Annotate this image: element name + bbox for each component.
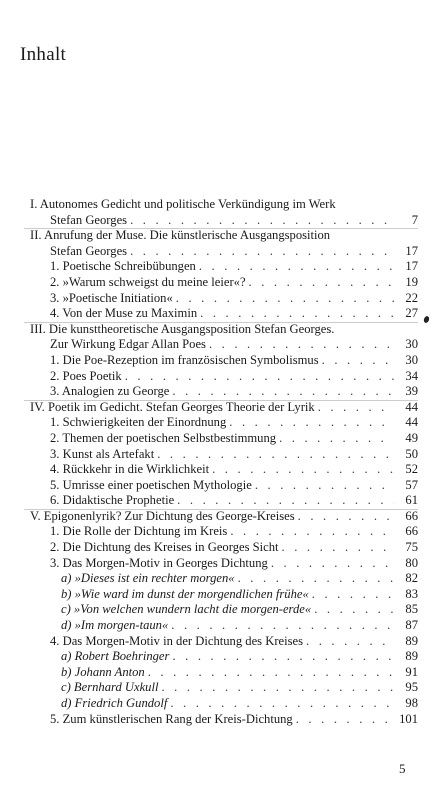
toc-entry — [0, 275, 439, 291]
dot-leader — [171, 618, 394, 634]
toc-entry-page: 19 — [405, 274, 418, 289]
toc-entry — [0, 493, 439, 509]
dot-leader — [322, 353, 394, 369]
toc-entry-page: 44 — [405, 399, 418, 414]
toc-entry — [0, 571, 439, 587]
toc-entry — [0, 431, 439, 447]
toc-entry-title: 4. Von der Muse zu Maximin — [50, 306, 198, 321]
dot-leader — [255, 478, 394, 494]
toc-entry — [0, 462, 439, 478]
toc-entry-page: 82 — [405, 571, 418, 586]
toc-entry-page: 22 — [405, 290, 418, 305]
toc-entry — [0, 322, 439, 338]
toc-entry — [0, 587, 439, 603]
toc-entry — [0, 213, 439, 229]
toc-entry-page: 34 — [405, 368, 418, 383]
dot-leader — [125, 369, 394, 385]
toc-entry-page: 61 — [405, 493, 418, 508]
toc-entry — [0, 244, 439, 260]
section-divider — [24, 400, 418, 401]
toc-entry — [0, 353, 439, 369]
toc-entry — [0, 509, 439, 525]
dot-leader — [130, 213, 394, 229]
toc-entry-title: 3. Kunst als Artefakt — [50, 446, 155, 461]
dot-leader — [318, 400, 394, 416]
dot-leader — [130, 244, 394, 260]
toc-entry — [0, 540, 439, 556]
toc-entry-page: 66 — [405, 508, 418, 523]
toc-entry-page: 89 — [405, 633, 418, 648]
dot-leader — [282, 540, 394, 556]
dot-leader — [161, 680, 394, 696]
toc-entry-title: c) »Von welchen wundern lacht die morgen-erde« — [61, 602, 312, 617]
toc-entry-title: 5. Zum künstlerischen Rang der Kreis-Dichtung — [50, 711, 293, 726]
dot-leader — [229, 415, 394, 431]
toc-entry-page: 91 — [405, 664, 418, 679]
toc-entry-title: Stefan Georges — [50, 243, 128, 258]
dot-leader — [306, 634, 394, 650]
dot-leader — [177, 493, 394, 509]
toc-entry-title: b) Johann Anton — [61, 664, 145, 679]
toc-entry-page: 101 — [399, 711, 418, 726]
toc-entry-title: 6. Didaktische Prophetie — [50, 493, 175, 508]
toc-entry-title: 2. »Warum schweigst du meine leier«? — [50, 274, 246, 289]
toc-entry — [0, 415, 439, 431]
section-divider — [24, 322, 418, 323]
toc-entry-page: 83 — [405, 586, 418, 601]
dot-leader — [230, 524, 394, 540]
toc-entry-page: 89 — [405, 649, 418, 664]
toc-entry — [0, 400, 439, 416]
dot-leader — [200, 306, 394, 322]
dot-leader — [312, 587, 394, 603]
toc-entry-title: II. Anrufung der Muse. Die künstlerische Ausgangsposition — [30, 228, 331, 243]
dot-leader — [298, 509, 394, 525]
toc-entry-page: 57 — [405, 477, 418, 492]
toc-entry-page: 30 — [405, 352, 418, 367]
toc-entry-title: 1. Die Rolle der Dichtung im Kreis — [50, 524, 228, 539]
toc-entry-title: III. Die kunsttheoretische Ausgangsposition Stefan Georges. — [30, 321, 335, 336]
toc-entry-title: 5. Umrisse einer poetischen Mythologie — [50, 477, 252, 492]
toc-entry-page: 66 — [405, 524, 418, 539]
toc-entry-title: 4. Das Morgen-Motiv in der Dichtung des Kreises — [50, 633, 304, 648]
toc-entry — [0, 369, 439, 385]
toc-entry-title: IV. Poetik im Gedicht. Stefan Georges Theorie der Lyrik — [30, 399, 315, 414]
toc-entry-page: 95 — [405, 680, 418, 695]
toc-entry-page: 75 — [405, 540, 418, 555]
toc-entry-page: 49 — [405, 430, 418, 445]
toc-entry-title: c) Bernhard Uxkull — [61, 680, 159, 695]
toc-entry-page: 7 — [411, 212, 418, 227]
toc-entry-page: 87 — [405, 618, 418, 633]
toc-entry — [0, 337, 439, 353]
dot-leader — [296, 712, 394, 728]
toc-entry-page: 39 — [405, 384, 418, 399]
toc-entry — [0, 291, 439, 307]
dot-leader — [249, 275, 394, 291]
toc-entry-title: 3. Analogien zu George — [50, 384, 170, 399]
toc-entry-title: 1. Schwierigkeiten der Einordnung — [50, 415, 227, 430]
toc-entry-title: 1. Die Poe-Rezeption im französischen Symbolismus — [50, 352, 319, 367]
toc-entry — [0, 524, 439, 540]
toc-entry-title: d) Friedrich Gundolf — [61, 696, 168, 710]
toc-entry-title: 4. Rückkehr in die Wirklichkeit — [50, 462, 210, 477]
section-divider — [24, 228, 418, 229]
dot-leader — [157, 447, 394, 463]
toc-entry-title: Zur Wirkung Edgar Allan Poes — [50, 337, 206, 352]
toc-entry — [0, 384, 439, 400]
dot-leader — [279, 431, 394, 447]
toc-entry-title: I. Autonomes Gedicht und politische Verkündigung im Werk — [30, 197, 336, 211]
toc-entry-page: 80 — [405, 555, 418, 570]
toc-entry-page: 52 — [405, 462, 418, 477]
dot-leader — [170, 696, 394, 712]
toc-entry — [0, 680, 439, 696]
toc-entry — [0, 447, 439, 463]
toc-entry-title: 2. Poes Poetik — [50, 368, 122, 383]
toc-entry-page: 50 — [405, 446, 418, 461]
page-title: Inhalt — [20, 44, 67, 65]
dot-leader — [176, 291, 394, 307]
toc-entry-title: V. Epigonenlyrik? Zur Dichtung des George-Kreises — [30, 508, 295, 523]
dot-leader — [238, 571, 394, 587]
page-number: 5 — [399, 761, 406, 776]
toc-entry — [0, 228, 439, 244]
toc-entry — [0, 197, 439, 213]
toc-entry-page: 17 — [405, 259, 418, 274]
dot-leader — [314, 602, 394, 618]
toc-entry — [0, 634, 439, 650]
toc-entry — [0, 259, 439, 275]
toc-entry — [0, 649, 439, 665]
toc-entry-page: 85 — [405, 602, 418, 617]
toc-entry — [0, 618, 439, 634]
toc-entry-page: 17 — [405, 243, 418, 258]
toc-entry-title: 2. Themen der poetischen Selbstbestimmung — [50, 430, 277, 445]
table-of-contents — [0, 197, 439, 727]
toc-entry-title: 1. Poetische Schreibübungen — [50, 259, 196, 274]
toc-entry-page: 27 — [405, 306, 418, 321]
toc-entry-page: 30 — [405, 337, 418, 352]
section-divider — [24, 509, 418, 510]
dot-leader — [212, 462, 394, 478]
toc-entry — [0, 665, 439, 681]
dot-leader — [148, 665, 394, 681]
dot-leader — [199, 259, 394, 275]
toc-entry-title: a) Robert Boehringer — [61, 649, 170, 664]
dot-leader — [271, 556, 394, 572]
toc-entry — [0, 602, 439, 618]
toc-entry-title: 3. »Poetische Initiation« — [50, 290, 173, 305]
toc-entry-title: Stefan Georges — [50, 212, 128, 227]
toc-entry-title: a) »Dieses ist ein rechter morgen« — [61, 571, 235, 586]
toc-entry — [0, 696, 439, 712]
toc-entry-title: 2. Die Dichtung des Kreises in Georges Sicht — [50, 540, 279, 555]
toc-entry — [0, 556, 439, 572]
toc-entry-title: b) »Wie ward im dunst der morgendlichen frühe« — [61, 586, 309, 601]
toc-entry-page: 98 — [405, 696, 418, 710]
toc-entry — [0, 712, 439, 728]
toc-entry-title: d) »Im morgen-taun« — [61, 618, 169, 633]
dot-leader — [172, 384, 394, 400]
dot-leader — [209, 337, 394, 353]
toc-entry — [0, 306, 439, 322]
toc-entry — [0, 478, 439, 494]
toc-entry-title: 3. Das Morgen-Motiv in Georges Dichtung — [50, 555, 268, 570]
toc-entry-page: 44 — [405, 415, 418, 430]
dot-leader — [172, 649, 394, 665]
